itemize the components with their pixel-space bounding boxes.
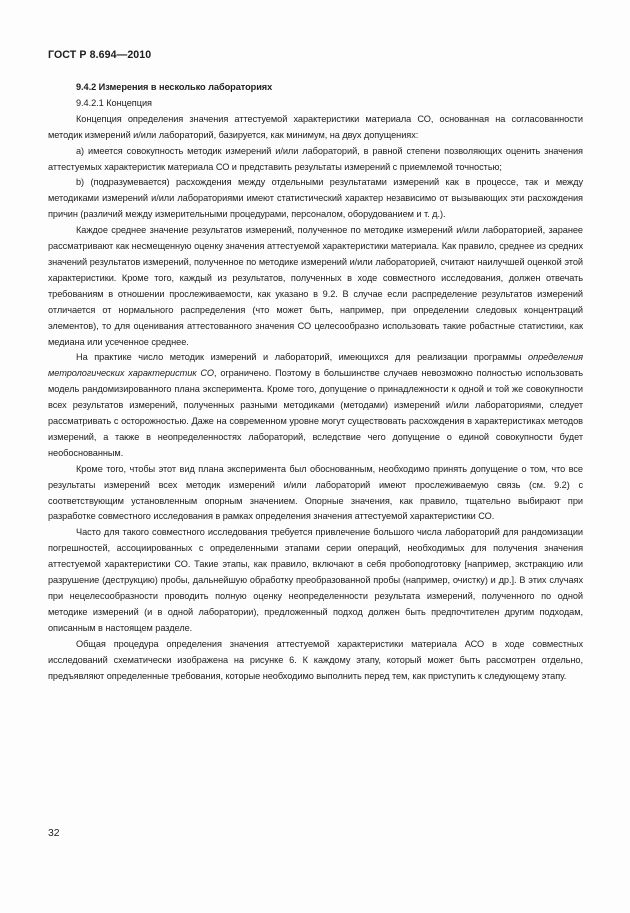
paragraph	[48, 350, 583, 461]
paragraph-text: , ограничено. Поэтому в большинстве случаев невозможно полностью использовать модель рандомизированного плана эксперимента. Кроме того, допущение о принадлежности к одной и той же совокупности всех результатов измерений, полученных разными методиками (методами) измерений и/или лабораториями, следует рассматривать с осторожностью. Даже на современном уровне могут существовать расхождения в характеристиках методов измерений, а также в неопределенностях лабораторий, вследствие чего допущение о единой совокупности будет необоснованным.	[48, 368, 583, 458]
list-item-b: b) (подразумевается) расхождения между отдельными результатами измерений как в процессе, так и между методиками измерений и/или лабораториями имеют статистический характер независимо от вызывающих эти расхождения причин (различий между измерительными процедурами, персоналом, оборудованием и т. д.).	[48, 177, 583, 220]
subsection-title: 9.4.2.1 Концепция	[76, 97, 152, 108]
paragraph: Каждое среднее значение результатов измерений, полученное по методике измерений и/или лабораторией, заранее рассматривают как несмещенную оценку значения аттестуемой характеристики материала. Как правило, среднее из средних значений результатов измерений, полученное по методике измерений и/или лабораторией, считают наилучшей оценкой этой характеристики. Кроме того, каждый из результатов, полученных в ходе совместного исследования, должен отвечать требованиям в отношении прослеживаемости, как указано в 9.2. В случае если распределение результатов измерений отличается от нормального распределения (что может быть, например, при определении следовых концентраций элементов), то для оценивания аттестованного значения СО целесообразно использовать такие робастные статистики, как медиана или усеченное среднее.	[48, 225, 583, 347]
section-title: 9.4.2 Измерения в несколько лабораториях	[76, 82, 273, 92]
document-body	[48, 80, 583, 684]
paragraph: Кроме того, чтобы этот вид плана эксперимента был обоснованным, необходимо принять допущение о том, что все результаты измерений всех методик измерений и/или лабораторий имеют прослеживаемую связь (см. 9.2) с соответствующим установленным опорным значением. Опорные значения, как правило, тщательно выбирают при разработке совместного исследования в рамках определения значения аттестуемой характеристики СО.	[48, 463, 583, 522]
paragraph-emphasis: определения метрологических характеристик СО	[48, 352, 583, 379]
list-item-a: а) имеется совокупность методик измерений и/или лабораторий, в равной степени позволяющих оценить значения аттестуемых характеристик материала СО и представить результаты измерений с приемлемой точностью;	[48, 145, 583, 172]
page-number: 32	[48, 828, 60, 839]
paragraph: Концепция определения значения аттестуемой характеристики материала СО, основанная на согласованности методик измерений и/или лабораторий, базируется, как минимум, на двух допущениях:	[48, 113, 583, 140]
document-header: ГОСТ Р 8.694—2010	[48, 49, 152, 61]
paragraph: Общая процедура определения значения аттестуемой характеристики материала АСО в ходе совместных исследований схематически изображена на рисунке 6. К каждому этапу, который может быть рассмотрен отдельно, предъявляют определенные требования, которые необходимо выполнить перед тем, как приступить к следующему этапу.	[48, 638, 583, 681]
paragraph: Часто для такого совместного исследования требуется привлечение большого числа лабораторий для рандомизации погрешностей, ассоциированных с определенными этапами серии операций, необходимых для получения значения аттестуемой характеристики СО. Такие этапы, как правило, включают в себя пробоподготовку [например, экстракцию или разрушение (деструкцию) пробы, дальнейшую обработку преобразованной пробы (например, очистку) и др.]. В этих случаях при нецелесообразности проводить полную оценку неопределенности результата измерений, полученного по одной методике измерений (и в одной лаборатории), предложенный подход должен быть предпочтителен другим подходам, описанным в настоящем разделе.	[48, 527, 583, 633]
paragraph-text: На практике число методик измерений и лабораторий, имеющихся для реализации программы	[76, 352, 529, 363]
